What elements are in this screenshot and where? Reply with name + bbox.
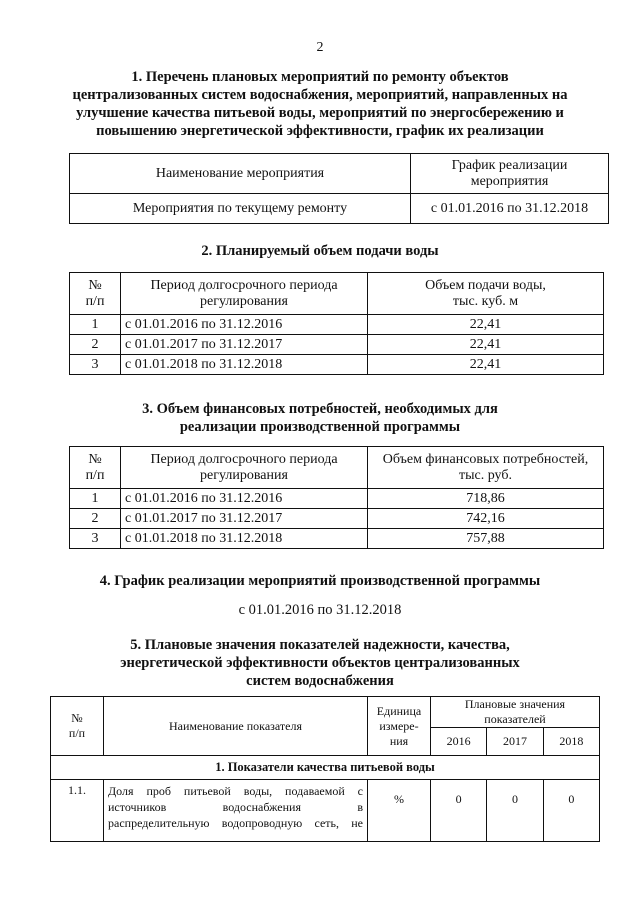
col-header-schedule	[411, 154, 609, 194]
cell-value-2018: 0	[543, 780, 599, 842]
section3-title-line: реализации производственной программы	[179, 419, 461, 435]
col-header-unit-line: Единица	[376, 703, 422, 718]
cell-num: 1.1.	[51, 780, 104, 842]
cell-num: 1	[70, 315, 121, 335]
col-header-planned-line: показателей	[484, 712, 546, 726]
cell-num: 2	[70, 335, 121, 355]
section2-title: 2. Планируемый объем подачи воды	[201, 243, 439, 259]
col-header-schedule-line: мероприятия	[470, 173, 549, 189]
cell-period: с 01.01.2016 по 31.12.2016	[121, 315, 368, 335]
cell-name: Мероприятия по текущему ремонту	[70, 194, 411, 224]
col-header-period-line: Период долгосрочного периода	[150, 451, 338, 467]
table-row	[70, 315, 604, 335]
section2-table	[69, 272, 604, 375]
col-header-planned-line: Плановые значения	[464, 697, 566, 711]
col-header-value-line: Объем подачи воды,	[425, 277, 546, 293]
section1-title-line: повышению энергетической эффективности, график их реализации	[96, 123, 544, 139]
section4-title: 4. График реализации мероприятий производственной программы	[99, 573, 541, 589]
cell-indicator-name-line: источников водоснабжения в	[108, 800, 363, 814]
section5-title-line: 5. Плановые значения показателей надежности, качества,	[130, 637, 510, 653]
col-header-unit	[368, 697, 431, 756]
col-header-year: 2016	[431, 728, 487, 756]
section1-title	[0, 68, 640, 140]
col-header-num	[51, 697, 104, 756]
cell-schedule: с 01.01.2016 по 31.12.2018	[411, 194, 609, 224]
table-row	[51, 780, 600, 842]
table-row	[70, 194, 609, 224]
section4-period: с 01.01.2016 по 31.12.2018	[238, 602, 402, 618]
cell-value: 718,86	[368, 489, 604, 509]
cell-value: 742,16	[368, 509, 604, 529]
col-header-num-line: п/п	[85, 467, 105, 483]
cell-value-2016: 0	[431, 780, 487, 842]
table-row	[70, 355, 604, 375]
col-header-value-line: тыс. руб.	[459, 467, 512, 483]
section3-title-line: 3. Объем финансовых потребностей, необходимых для	[142, 401, 498, 417]
col-header-planned	[431, 697, 600, 728]
section1-title-line: централизованных систем водоснабжения, мероприятий, направленных на	[72, 87, 568, 103]
col-header-num-line: №	[88, 451, 102, 467]
cell-num: 1	[70, 489, 121, 509]
section5-title-line: систем водоснабжения	[246, 673, 394, 689]
cell-unit: %	[368, 780, 431, 842]
cell-value: 22,41	[368, 355, 604, 375]
table-row	[70, 489, 604, 509]
section5-title	[0, 636, 640, 690]
col-header-year: 2018	[543, 728, 599, 756]
col-header-indicator-name: Наименование показателя	[104, 697, 368, 756]
table-row	[70, 529, 604, 549]
col-header-period-line: Период долгосрочного периода	[150, 277, 338, 293]
col-header-num-line: №	[71, 711, 83, 725]
col-header-num-line: п/п	[68, 726, 86, 740]
section3-table	[69, 446, 604, 549]
col-header-value-line: Объем финансовых потребностей,	[382, 451, 589, 467]
col-header-value	[368, 273, 604, 315]
col-header-num	[70, 447, 121, 489]
col-header-period	[121, 447, 368, 489]
col-header-num	[70, 273, 121, 315]
cell-value: 22,41	[368, 335, 604, 355]
table-row	[70, 509, 604, 529]
section3-title	[0, 400, 640, 436]
cell-period: с 01.01.2017 по 31.12.2017	[121, 509, 368, 529]
group-title: 1. Показатели качества питьевой воды	[51, 756, 600, 780]
section1-title-line: улучшение качества питьевой воды, мероприятий по энергосбережению и	[76, 105, 564, 121]
col-header-period-line: регулирования	[200, 293, 288, 309]
col-header-year: 2017	[487, 728, 543, 756]
col-header-unit-line: измере-	[379, 718, 419, 733]
cell-value: 757,88	[368, 529, 604, 549]
col-header-value	[368, 447, 604, 489]
page-number: 2	[316, 40, 324, 55]
cell-value-2017: 0	[487, 780, 543, 842]
cell-num: 3	[70, 355, 121, 375]
table-row	[70, 335, 604, 355]
col-header-name: Наименование мероприятия	[70, 154, 411, 194]
cell-indicator-name	[104, 780, 368, 842]
section5-table	[50, 696, 600, 842]
col-header-num-line: п/п	[85, 293, 105, 309]
cell-indicator-name-line: Доля проб питьевой воды, подаваемой с	[108, 784, 363, 798]
col-header-schedule-line: График реализации	[451, 157, 568, 173]
col-header-num-line: №	[88, 277, 102, 293]
col-header-period	[121, 273, 368, 315]
col-header-period-line: регулирования	[200, 467, 288, 483]
cell-period: с 01.01.2018 по 31.12.2018	[121, 355, 368, 375]
cell-period: с 01.01.2016 по 31.12.2016	[121, 489, 368, 509]
section1-title-line: 1. Перечень плановых мероприятий по ремонту объектов	[131, 69, 509, 85]
section1-table	[69, 153, 609, 224]
group-row	[51, 756, 600, 780]
col-header-value-line: тыс. куб. м	[452, 293, 519, 309]
cell-period: с 01.01.2017 по 31.12.2017	[121, 335, 368, 355]
col-header-unit-line: ния	[389, 733, 409, 748]
cell-num: 2	[70, 509, 121, 529]
section5-title-line: энергетической эффективности объектов централизованных	[120, 655, 520, 671]
cell-period: с 01.01.2018 по 31.12.2018	[121, 529, 368, 549]
cell-value: 22,41	[368, 315, 604, 335]
cell-num: 3	[70, 529, 121, 549]
cell-indicator-name-line: распределительную водопроводную сеть, не	[108, 816, 363, 830]
